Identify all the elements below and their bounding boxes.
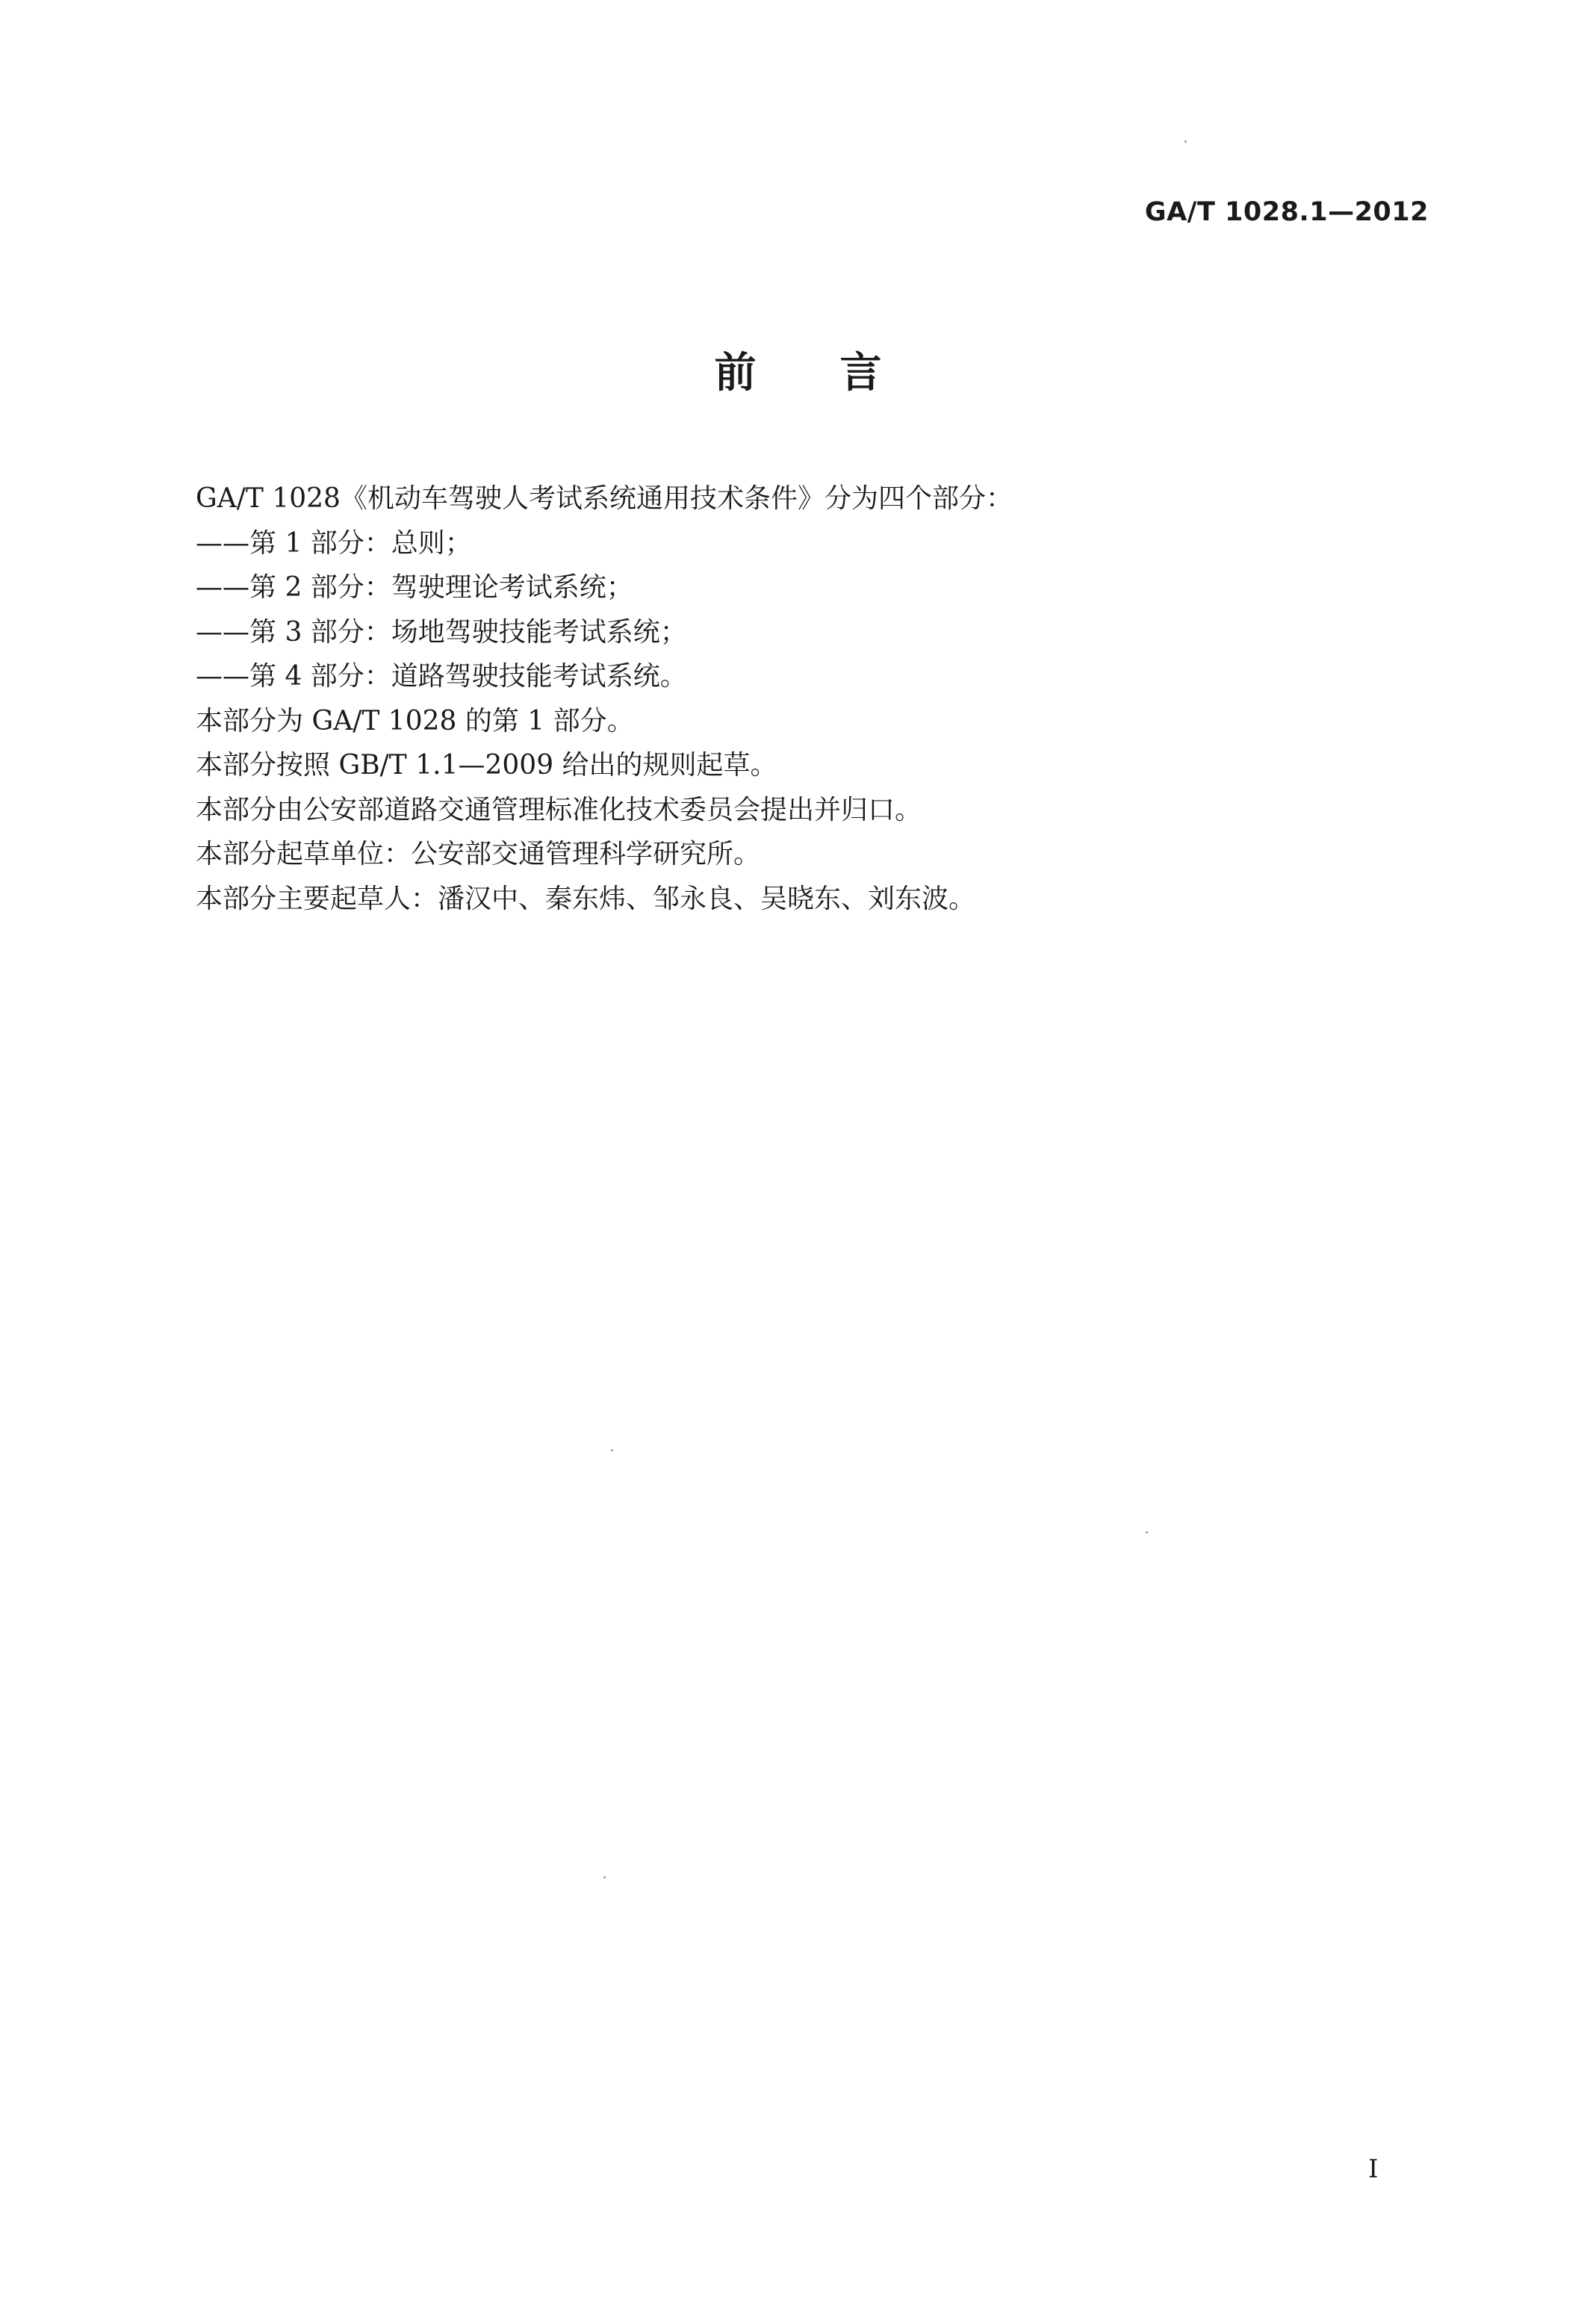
- paragraph-drafters: 本部分主要起草人：潘汉中、秦东炜、邹永良、吴晓东、刘东波。: [196, 883, 976, 914]
- scan-speck: [1184, 140, 1187, 143]
- paragraph-proposer: 本部分由公安部道路交通管理标准化技术委员会提出并归口。: [196, 794, 922, 825]
- standard-number: GA/T 1028.1—2012: [1144, 197, 1429, 227]
- paragraph-drafting-rules: 本部分按照 GB/T 1.1—2009 给出的规则起草。: [196, 750, 777, 781]
- list-item-part-3: ——第 3 部分：场地驾驶技能考试系统；: [196, 616, 687, 648]
- paragraph-drafting-unit: 本部分起草单位：公安部交通管理科学研究所。: [196, 839, 761, 869]
- list-item-part-1: ——第 1 部分：总则；: [196, 527, 472, 559]
- paragraph-this-part: 本部分为 GA/T 1028 的第 1 部分。: [196, 705, 634, 736]
- paragraph-intro: GA/T 1028《机动车驾驶人考试系统通用技术条件》分为四个部分：: [196, 483, 1013, 514]
- list-item-part-2: ——第 2 部分：驾驶理论考试系统；: [196, 572, 633, 603]
- page-title: 前言: [714, 349, 966, 397]
- page-number: I: [1368, 2154, 1379, 2184]
- body-text: [196, 477, 1406, 921]
- list-item-part-4: ——第 4 部分：道路驾驶技能考试系统。: [196, 661, 687, 692]
- scan-speck: [611, 1449, 613, 1451]
- scan-speck: [603, 1876, 606, 1879]
- scan-speck: [1146, 1531, 1148, 1533]
